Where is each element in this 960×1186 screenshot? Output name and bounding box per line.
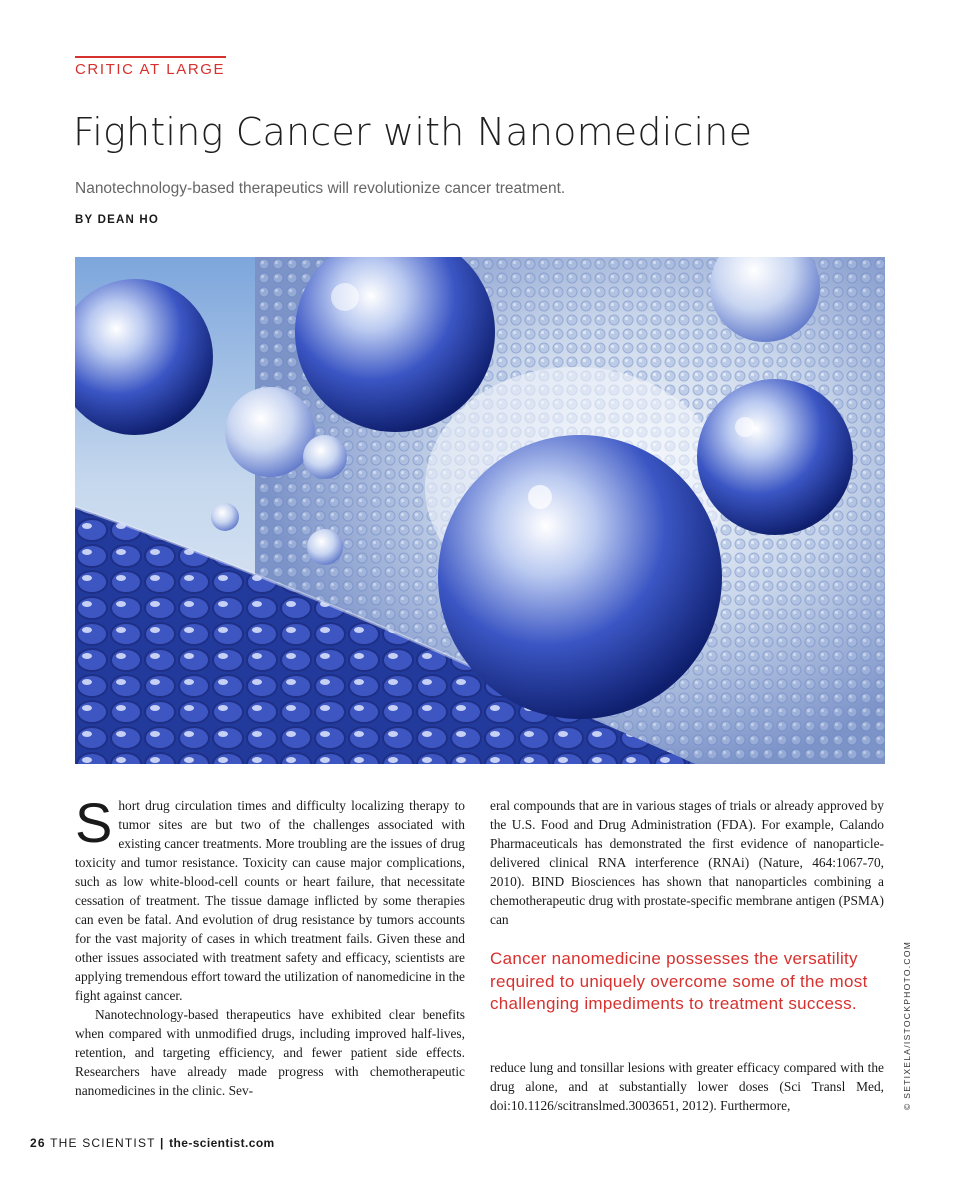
body-paragraph: hort drug circulation times and difficulty localizing therapy to tumor sites are but two of the challenges associated with existing cancer treatments. More troubling are the issues of drug toxicity and tumor resistance. Toxicity can cause major complications, such as low white-blood-cell counts or heart failure, that necessitate cessation of treatment. The tissue damage inflicted by some therapies can even be fatal. And evolution of drug resistance by tumors accounts for the vast majority of cases in which treatment fails. Given these and other issues associated with treatment safety and efficacy, scientists are applying tremendous effort toward the utilization of nanomedicine in the fight against cancer.: [75, 798, 465, 1003]
page-footer: [30, 1136, 275, 1150]
body-column-left: [75, 791, 465, 1100]
body-column-right: [490, 796, 884, 929]
image-credit: © SETIXELA/ISTOCKPHOTO.COM: [902, 940, 912, 1110]
article-subtitle: Nanotechnology-based therapeutics will revolutionize cancer treatment.: [75, 180, 566, 197]
hero-image: [75, 257, 885, 764]
page-number: 26: [30, 1136, 46, 1150]
body-column-right-continued: [490, 1058, 884, 1115]
drop-cap: S: [75, 791, 113, 854]
byline: BY DEAN HO: [75, 214, 159, 226]
pull-quote: Cancer nanomedicine possesses the versatility required to uniquely overcome some of the most challenging impediments to treatment success.: [490, 949, 868, 1013]
section-label: CRITIC AT LARGE: [75, 61, 226, 78]
article-title: Fighting Cancer with Nanomedicine: [73, 110, 753, 154]
magazine-name: THE SCIENTIST: [50, 1136, 156, 1150]
footer-separator: |: [160, 1136, 165, 1150]
section-rule: [75, 56, 226, 58]
body-paragraph: eral compounds that are in various stages of trials or already approved by the U.S. Food and Drug Administration (FDA). For example, Calando Pharmaceuticals has demonstrated the first evidence of nanoparticle-delivered clinical RNA interference (RNAi) (Nature, 464:1067-70, 2010). BIND Biosciences has shown that nanoparticles combining a chemotherapeutic drug with prostate-specific membrane antigen (PSMA) can: [490, 798, 884, 927]
website-link[interactable]: the-scientist.com: [169, 1136, 275, 1150]
body-paragraph: Nanotechnology-based therapeutics have exhibited clear benefits when compared with unmodified drugs, including improved half-lives, retention, and targeting efficiency, and fewer patient side effects. Researchers have already made progress with chemotherapeutic nanomedicines in the clinic. Sev-: [75, 1007, 465, 1098]
body-paragraph: reduce lung and tonsillar lesions with greater efficacy compared with the drug alone, and at substantially lower doses (Sci Transl Med, doi:10.1126/scitranslmed.3003651, 2012). Furthermore,: [490, 1060, 884, 1113]
